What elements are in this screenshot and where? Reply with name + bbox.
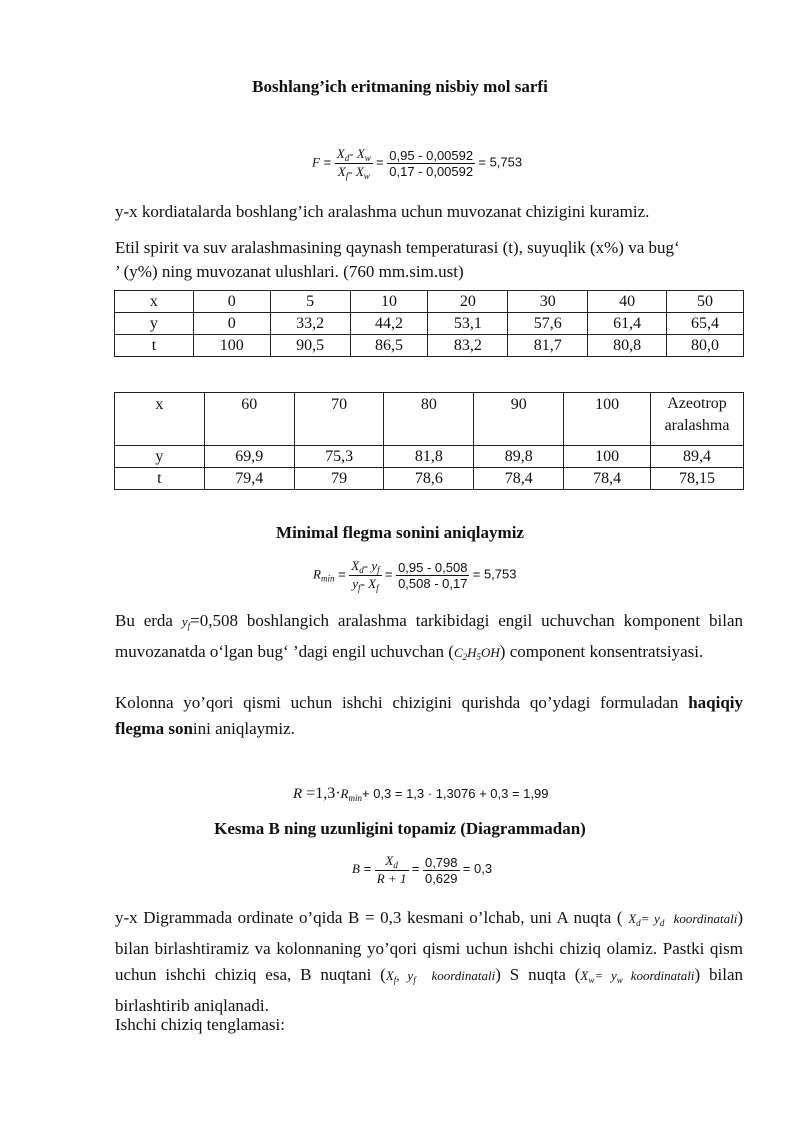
table-cell: t	[115, 335, 194, 357]
table-cell: 44,2	[350, 313, 428, 335]
table-cell: 79,4	[204, 468, 294, 490]
table-cell: 75,3	[294, 446, 384, 468]
table-cell: 90,5	[270, 335, 350, 357]
fraction-symbolic: $\frac{X_d- X_w}{X_f- X_w}$	[336, 146, 371, 181]
table-cell: 81,7	[508, 335, 588, 357]
table-cell: 69,9	[204, 446, 294, 468]
table-cell: 78,15	[651, 468, 744, 490]
table-row	[115, 468, 744, 490]
paragraph-5: y-x Digrammada ordinate o’qida B = 0,3 kesmani o’lchab, uni A nuqta ( $X_d= y_d$ koordinatali) bilan birlashtiramiz va kolonnaning yo’qori qismi uchun ishchi chiziq olamiz. Pastki qism uchun ishchi chiziq esa, B nuqtani ($X_f$, $y_f$ koordinatali) S nuqta ($X_w= y_w$ koordinatali) bilan birlashtirib aniqlanadi.	[115, 908, 744, 1015]
table-cell: y	[115, 446, 205, 468]
heading-min-reflux: Minimal flegma sonini aniqlaymiz	[276, 523, 524, 542]
table-cell: 86,5	[350, 335, 428, 357]
table-cell: 57,6	[508, 313, 588, 335]
table-cell: 30	[508, 291, 588, 313]
paragraph-1: y-x kordiatalarda boshlang’ich aralashma uchun muvozanat chizigini kuramiz.	[115, 202, 650, 221]
table-cell: 83,2	[428, 335, 508, 357]
table-cell: 79	[294, 468, 384, 490]
formula-F: F = $\frac{X_d- X_w}{X_f- X_w}$ = $\frac{0,95 - 0,00592}{0,17 - 0,00592}$ = 5,753	[312, 146, 523, 181]
table-cell: 5	[270, 291, 350, 313]
table-cell: 65,4	[667, 313, 744, 335]
heading-segment-B: Kesma B ning uzunligini topamiz (Diagrammadan)	[214, 819, 586, 838]
table-cell: 40	[588, 291, 667, 313]
table-cell: 81,8	[384, 446, 474, 468]
table-cell: 78,6	[384, 468, 474, 490]
equilibrium-table-1	[114, 290, 744, 357]
formula-Rmin: $R_{min}$ = $\frac{X_d- y_f}{y_f- X_f}$ = $\frac{0,95 - 0,508}{0,508 - 0,17}$ = 5,753	[313, 558, 517, 593]
table-cell: 33,2	[270, 313, 350, 335]
table-row: x 60 70 80 90 100 Azeotrop aralashma	[115, 393, 744, 446]
table-cell: 100	[564, 446, 651, 468]
paragraph-2-line2: ’ (y%) ning muvozanat ulushlari. (760 mm.sim.ust)	[115, 262, 464, 281]
fraction-values: $\frac{0,798}{0,629}$	[424, 854, 458, 886]
table-cell: 0	[193, 291, 270, 313]
table-cell: 0	[193, 313, 270, 335]
page-title: Boshlang’ich eritmaning nisbiy mol sarfi	[252, 77, 548, 96]
table-cell: 78,4	[564, 468, 651, 490]
table-row	[115, 291, 744, 313]
paragraph-6: Ishchi chiziq tenglamasi:	[115, 1015, 285, 1034]
table-cell: 80,0	[667, 335, 744, 357]
fraction-symbolic: $\frac{X_d- y_f}{y_f- X_f}$	[351, 558, 380, 593]
table-cell: 50	[667, 291, 744, 313]
table-cell: 78,4	[474, 468, 564, 490]
table-cell: t	[115, 468, 205, 490]
table-cell: y	[115, 313, 194, 335]
table-row	[115, 313, 744, 335]
fraction-symbolic: $\frac{X_d}{R + 1}$	[376, 853, 407, 886]
table-cell: 61,4	[588, 313, 667, 335]
formula-R: $R =1,3\cdot R_{min}+ 0,3 = 1,3 \cdot 1,3076 + 0,3 = 1,99$	[293, 785, 549, 803]
equilibrium-table-2	[114, 392, 744, 490]
formula-B: B = $\frac{X_d}{R + 1}$ = $\frac{0,798}{0,629}$ = 0,3	[352, 853, 493, 886]
fraction-values: $\frac{0,95 - 0,00592}{0,17 - 0,00592}$	[389, 148, 474, 179]
fraction-values: $\frac{0,95 - 0,508}{0,508 - 0,17}$	[398, 560, 468, 591]
table-cell: 53,1	[428, 313, 508, 335]
table-cell: x	[115, 291, 194, 313]
table-cell: 80,8	[588, 335, 667, 357]
paragraph-2-line1: Etil spirit va suv aralashmasining qaynash temperaturasi (t), suyuqlik (x%) va bug‘	[115, 238, 680, 257]
table-cell: 10	[350, 291, 428, 313]
table-cell: 100	[193, 335, 270, 357]
table-cell: 20	[428, 291, 508, 313]
table-cell: 89,4	[651, 446, 744, 468]
table-row	[115, 335, 744, 357]
paragraph-3: Bu erda $y_f=0,508$ boshlangich aralashma tarkibidagi engil uchuvchan komponent bilan muvozanatda o‘lgan bug‘ ’dagi engil uchuvchan $(C_2H_5OH)$ component konsentratsiyasi.	[115, 611, 744, 662]
table-row	[115, 446, 744, 468]
paragraph-4: Kolonna yo’qori qismi uchun ishchi chizigini qurishda qo’ydagi formuladan haqiqiy flegma sonini aniqlaymiz.	[115, 693, 743, 738]
table-cell: 89,8	[474, 446, 564, 468]
